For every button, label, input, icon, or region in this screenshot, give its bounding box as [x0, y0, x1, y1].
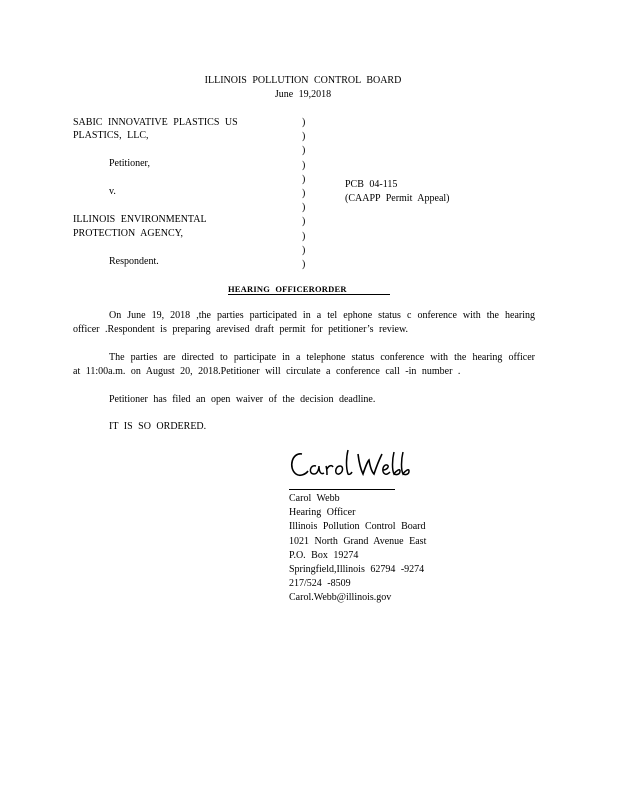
paren: ) [302, 117, 306, 128]
petitioner-role: Petitioner, [109, 158, 150, 169]
paren: ) [302, 159, 306, 171]
board-name: ILLINOIS POLLUTION CONTROL BOARD [204, 75, 402, 86]
respondent-role: Respondent. [109, 256, 159, 267]
title-underline [228, 294, 390, 295]
respondent-name-line1: ILLINOIS ENVIRONMENTAL [73, 214, 207, 225]
signer-city: Springfield,Illinois 62794 -9274 [289, 564, 425, 576]
versus: v. [109, 186, 116, 197]
paren: ) [302, 188, 306, 200]
paren: ) [302, 230, 306, 242]
petitioner-name-line2: PLASTICS, LLC, [73, 130, 149, 141]
petitioner-name-line1: SABIC INNOVATIVE PLASTICS US [73, 117, 238, 128]
caption-parentheses [302, 116, 305, 272]
paren: ) [302, 244, 306, 256]
signer-title: Hearing Officer [289, 507, 356, 519]
paren: ) [302, 202, 306, 214]
case-type: (CAAPP Permit Appeal) [345, 193, 450, 204]
respondent-name-line2: PROTECTION AGENCY, [73, 228, 184, 239]
signature-line [289, 489, 395, 490]
signer-agency: Illinois Pollution Control Board [289, 521, 426, 533]
case-number: PCB 04-115 [345, 179, 398, 190]
paren: ) [302, 216, 306, 228]
order-date: June 19,2018 [274, 89, 332, 100]
handwritten-signature [286, 444, 416, 484]
signer-phone: 217/524 -8509 [289, 578, 351, 590]
paren: ) [302, 131, 306, 143]
signer-po-box: P.O. Box 19274 [289, 549, 359, 561]
paren: ) [302, 259, 306, 271]
signer-email: Carol.Webb@illinois.gov [289, 592, 392, 604]
order-title: HEARING OFFICERORDER [228, 284, 347, 294]
paragraph-status-conference: On June 19, 2018 ,the parties participated in a tel ephone status c onference with the hearing officer .Respondent is preparing arevised draft permit for petitioner’s review. [73, 310, 535, 335]
paren: ) [302, 173, 306, 185]
signature-block [289, 492, 426, 606]
signer-name: Carol Webb [289, 493, 340, 504]
paragraph-directive: The parties are directed to participate in a telephone status conference with the hearing officer at 11:00a.m. on August 20, 2018.Petitioner will circulate a conference call -in number . [73, 352, 535, 377]
paragraph-waiver: Petitioner has filed an open waiver of the decision deadline. [109, 394, 376, 405]
paragraph-so-ordered: IT IS SO ORDERED. [109, 421, 207, 432]
paren: ) [302, 145, 306, 157]
signer-street: 1021 North Grand Avenue East [289, 535, 427, 547]
